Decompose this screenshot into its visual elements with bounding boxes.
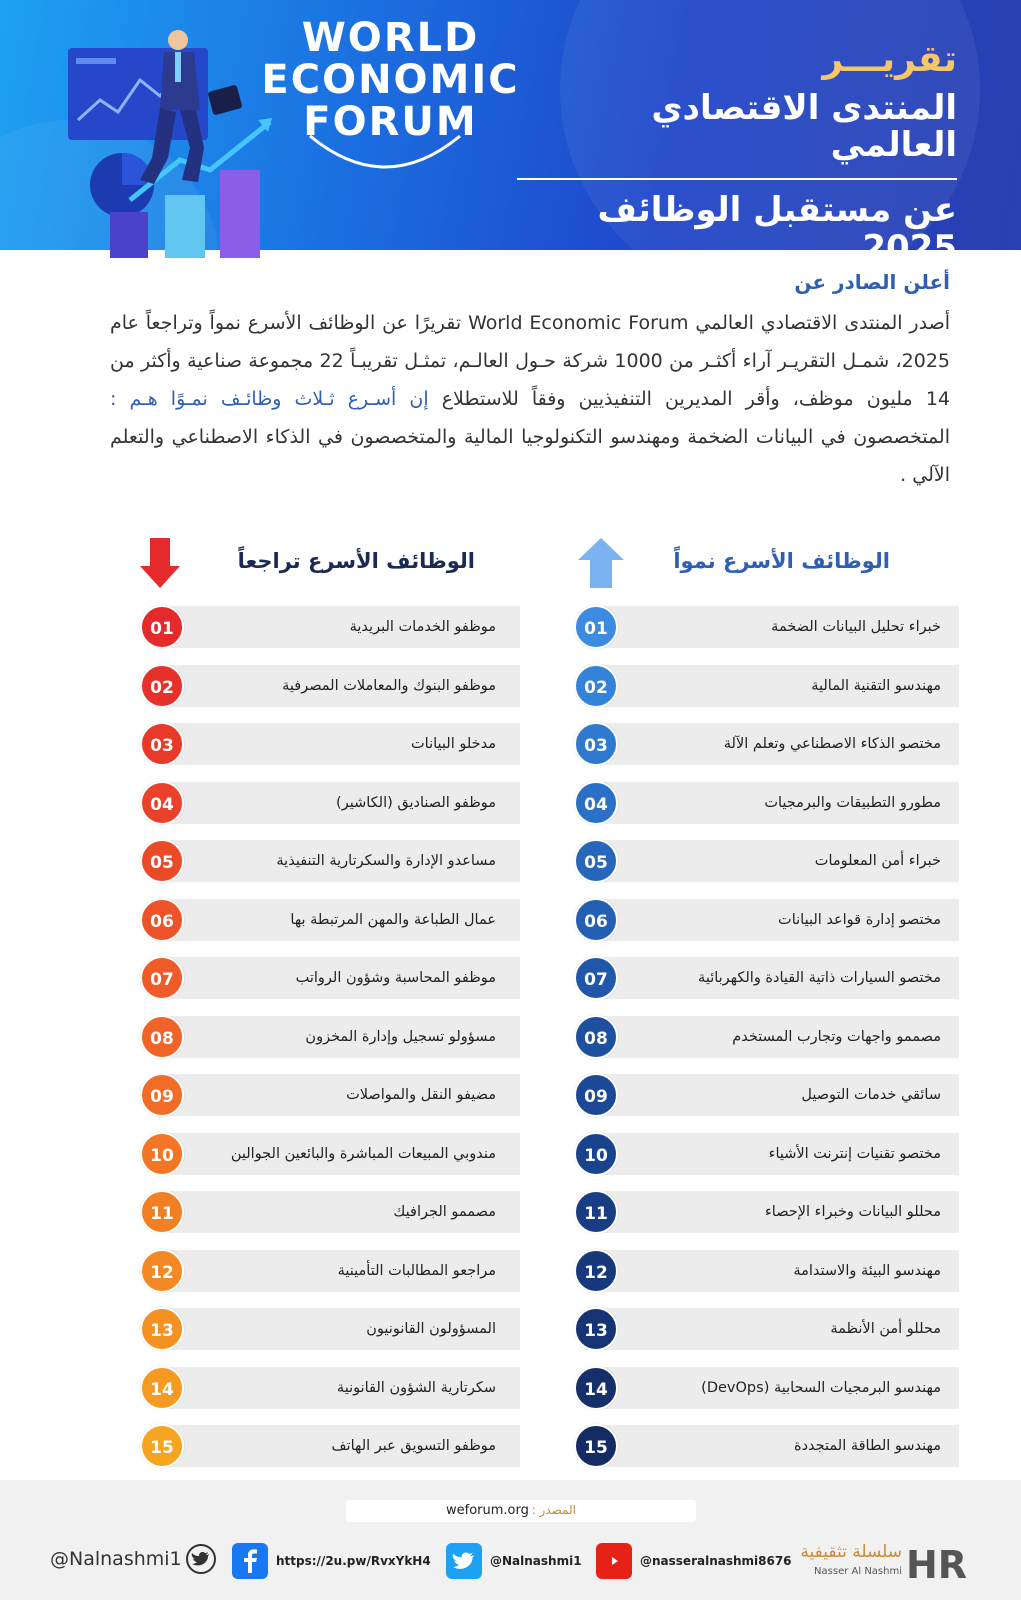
- declining-rank-badge: 02: [140, 664, 184, 708]
- declining-job-label: موظفو الخدمات البريدية: [349, 619, 496, 635]
- declining-job-label: موظفو التسويق عبر الهاتف: [331, 1438, 496, 1454]
- intro-section: [110, 270, 950, 494]
- declining-job-row: [140, 606, 525, 648]
- growing-job-bar: [596, 1367, 959, 1409]
- growing-rank-badge: 12: [574, 1249, 618, 1293]
- growing-rank-badge: 14: [574, 1366, 618, 1410]
- declining-rank-badge: 09: [140, 1073, 184, 1117]
- declining-job-bar: [162, 1367, 520, 1409]
- intro-paragraph: [110, 304, 950, 494]
- declining-job-row: [140, 1016, 525, 1058]
- growing-job-bar: [596, 899, 959, 941]
- intro-heading: أعلن الصادر عن: [794, 270, 950, 294]
- youtube-link[interactable]: [596, 1540, 792, 1582]
- intro-text-start: أصدر المنتدى الاقتصادي العالمي World Economic Forum تقريرًا عن الوظائف الأسرع نمواً وتراجعاً عام 2025، شمـل التقريـر آراء أكثـر من 1000 شركة حـول العالـم، تمثـل تقريبـاً 22 مجموعة صناعية وأكثر من 14 مليون موظف، وأقر المديرين التنفيذيين وفقاً للاستطلاع: [110, 312, 950, 410]
- growing-rank-badge: 08: [574, 1015, 618, 1059]
- declining-rank-badge: 01: [140, 605, 184, 649]
- growing-job-row: [574, 1074, 959, 1116]
- growing-job-row: [574, 606, 959, 648]
- declining-rank-badge: 14: [140, 1366, 184, 1410]
- growing-job-row: [574, 1133, 959, 1175]
- brand-arabic: سلسلة تثقيفية: [800, 1542, 902, 1562]
- declining-job-bar: [162, 840, 520, 882]
- header-banner: [0, 0, 1021, 268]
- growing-rank-badge: 01: [574, 605, 618, 649]
- declining-rank-badge: 04: [140, 781, 184, 825]
- growing-job-label: سائقي خدمات التوصيل: [801, 1087, 941, 1103]
- growing-rank-badge: 10: [574, 1132, 618, 1176]
- youtube-link-text: @nasseralnashmi8676: [640, 1554, 792, 1568]
- declining-job-bar: [162, 1191, 520, 1233]
- youtube-icon: [596, 1543, 632, 1579]
- declining-job-label: مضيفو النقل والمواصلات: [346, 1087, 496, 1103]
- growing-job-row: [574, 1191, 959, 1233]
- growing-job-label: مهندسو التقنية المالية: [811, 677, 941, 694]
- growing-job-label: مختصو السيارات ذاتية القيادة والكهربائية: [698, 970, 941, 986]
- growing-job-row: [574, 1367, 959, 1409]
- growing-job-bar: [596, 1016, 959, 1058]
- growing-job-row: [574, 840, 959, 882]
- declining-rank-badge: 11: [140, 1190, 184, 1234]
- growing-job-label: مهندسو البيئة والاستدامة: [793, 1262, 941, 1279]
- declining-heading: الوظائف الأسرع تراجعاً: [237, 549, 475, 573]
- growing-job-bar: [596, 1074, 959, 1116]
- growing-job-label: خبراء أمن المعلومات: [814, 853, 941, 869]
- logo-line-3: FORUM: [303, 99, 478, 145]
- page-subtitle: عن مستقبل الوظائف 2025: [597, 190, 957, 268]
- growing-job-bar: [596, 606, 959, 648]
- intro-text-end: المتخصصون في البيانات الضخمة ومهندسو التكنولوجيا المالية والمتخصصون في الذكاء الاصطناعي والتعلم الآلي .: [110, 426, 950, 486]
- intro-highlight: إن أسـرع ثـلاث وظائـف نمـوًا هـم :: [110, 388, 429, 410]
- growing-rank-badge: 02: [574, 664, 618, 708]
- growing-job-row: [574, 957, 959, 999]
- declining-job-row: [140, 1250, 525, 1292]
- bar-2: [165, 195, 205, 258]
- declining-job-bar: [162, 723, 520, 765]
- svg-text:HR: HR: [906, 1543, 968, 1587]
- growing-job-bar: [596, 723, 959, 765]
- declining-job-bar: [162, 606, 520, 648]
- page-title: المنتدى الاقتصادي العالمي: [651, 87, 957, 165]
- twitter-link[interactable]: [446, 1540, 582, 1582]
- declining-rank-badge: 10: [140, 1132, 184, 1176]
- declining-job-label: موظفو الصناديق (الكاشير): [336, 794, 496, 811]
- twitter-icon: [446, 1543, 482, 1579]
- declining-job-bar: [162, 899, 520, 941]
- declining-job-bar: [162, 1016, 520, 1058]
- declining-job-bar: [162, 1250, 520, 1292]
- declining-heading-area: [140, 535, 480, 585]
- declining-rank-badge: 12: [140, 1249, 184, 1293]
- growing-job-bar: [596, 1191, 959, 1233]
- growing-job-label: مختصو تقنيات إنترنت الأشياء: [768, 1145, 941, 1162]
- brand-english: Nasser Al Nashmi: [814, 1566, 902, 1577]
- growing-job-row: [574, 1016, 959, 1058]
- wef-logo-arc: [300, 128, 470, 178]
- growing-rank-badge: 06: [574, 898, 618, 942]
- growing-rank-badge: 04: [574, 781, 618, 825]
- twitter-handle-left[interactable]: [50, 1544, 216, 1574]
- growing-job-row: [574, 665, 959, 707]
- declining-job-row: [140, 1425, 525, 1467]
- declining-rank-badge: 07: [140, 956, 184, 1000]
- growing-rank-badge: 13: [574, 1307, 618, 1351]
- declining-job-label: مدخلو البيانات: [411, 736, 496, 752]
- growth-illustration: [60, 30, 280, 250]
- declining-job-bar: [162, 1133, 520, 1175]
- declining-job-label: مصممو الجرافيك: [393, 1204, 496, 1220]
- declining-job-row: [140, 665, 525, 707]
- declining-job-bar: [162, 665, 520, 707]
- person-tie: [175, 52, 181, 82]
- growing-job-row: [574, 1308, 959, 1350]
- left-handle-text: @Nalnashmi1: [50, 1548, 182, 1570]
- growing-job-bar: [596, 1133, 959, 1175]
- person-head: [168, 30, 188, 50]
- source-box: [346, 1500, 696, 1522]
- title-kicker: تقريـــر: [822, 39, 957, 80]
- growing-job-bar: [596, 1308, 959, 1350]
- growing-job-label: محللو أمن الأنظمة: [830, 1321, 941, 1337]
- growing-jobs-list: [574, 606, 959, 1484]
- declining-job-label: سكرتارية الشؤون القانونية: [336, 1379, 496, 1396]
- growing-heading-area: [575, 535, 905, 585]
- growing-job-label: مختصو الذكاء الاصطناعي وتعلم الآلة: [723, 736, 941, 752]
- growing-job-label: مختصو إدارة قواعد البيانات: [778, 911, 941, 928]
- growing-rank-badge: 07: [574, 956, 618, 1000]
- growing-job-row: [574, 1425, 959, 1467]
- declining-job-bar: [162, 1425, 520, 1467]
- declining-job-row: [140, 899, 525, 941]
- briefcase: [207, 85, 242, 116]
- growing-rank-badge: 09: [574, 1073, 618, 1117]
- declining-job-label: مسؤولو تسجيل وإدارة المخزون: [305, 1028, 496, 1045]
- facebook-link[interactable]: [232, 1540, 431, 1582]
- growing-job-bar: [596, 1250, 959, 1292]
- declining-job-label: مساعدو الإدارة والسكرتارية التنفيذية: [276, 853, 496, 869]
- growing-job-row: [574, 782, 959, 824]
- footer: [0, 1480, 1021, 1600]
- declining-job-bar: [162, 1308, 520, 1350]
- growing-job-row: [574, 1250, 959, 1292]
- declining-job-label: عمال الطباعة والمهن المرتبطة بها: [290, 911, 496, 928]
- growing-job-bar: [596, 1425, 959, 1467]
- declining-rank-badge: 13: [140, 1307, 184, 1351]
- growing-job-bar: [596, 782, 959, 824]
- declining-job-row: [140, 1074, 525, 1116]
- declining-rank-badge: 08: [140, 1015, 184, 1059]
- growing-job-bar: [596, 665, 959, 707]
- facebook-link-text: https://2u.pw/RvxYkH4: [276, 1554, 431, 1568]
- title-block: [517, 40, 957, 267]
- declining-job-row: [140, 1133, 525, 1175]
- hr-logo-icon: [904, 1540, 968, 1587]
- declining-job-bar: [162, 782, 520, 824]
- source-value[interactable]: weforum.org: [446, 1503, 529, 1518]
- facebook-icon: [232, 1543, 268, 1579]
- declining-job-row: [140, 1367, 525, 1409]
- growing-job-label: مهندسو الطاقة المتجددة: [794, 1438, 941, 1454]
- declining-rank-badge: 15: [140, 1424, 184, 1468]
- declining-job-row: [140, 840, 525, 882]
- declining-job-label: مراجعو المطالبات التأمينية: [337, 1262, 496, 1279]
- declining-job-bar: [162, 1074, 520, 1116]
- growing-job-label: خبراء تحليل البيانات الضخمة: [771, 619, 941, 635]
- growing-job-label: محللو البيانات وخبراء الإحصاء: [764, 1204, 941, 1220]
- declining-job-label: المسؤولون القانونيون: [366, 1321, 496, 1337]
- declining-job-row: [140, 1191, 525, 1233]
- logo-line-1: WORLD: [301, 15, 480, 61]
- declining-job-row: [140, 957, 525, 999]
- declining-job-label: مندوبي المبيعات المباشرة والبائعين الجوالين: [230, 1145, 496, 1162]
- growing-heading: الوظائف الأسرع نمواً: [673, 549, 890, 573]
- growing-rank-badge: 15: [574, 1424, 618, 1468]
- growing-job-row: [574, 723, 959, 765]
- logo-line-2: ECONOMIC: [261, 57, 520, 103]
- growing-job-bar: [596, 957, 959, 999]
- declining-rank-badge: 05: [140, 839, 184, 883]
- twitter-bird-icon: [186, 1544, 216, 1574]
- declining-jobs-list: [140, 606, 525, 1484]
- bar-3: [220, 170, 260, 258]
- growing-job-label: مصممو واجهات وتجارب المستخدم: [732, 1028, 941, 1045]
- declining-job-bar: [162, 957, 520, 999]
- growing-job-label: مطورو التطبيقات والبرمجيات: [764, 794, 941, 811]
- source-label: المصدر :: [531, 1503, 576, 1517]
- growing-job-label: مهندسو البرمجيات السحابية (DevOps): [701, 1379, 941, 1396]
- growing-rank-badge: 03: [574, 722, 618, 766]
- declining-rank-badge: 06: [140, 898, 184, 942]
- growing-rank-badge: 05: [574, 839, 618, 883]
- growing-job-bar: [596, 840, 959, 882]
- growing-job-row: [574, 899, 959, 941]
- growing-rank-badge: 11: [574, 1190, 618, 1234]
- title-divider: [517, 178, 957, 180]
- screen-line: [76, 58, 116, 64]
- brand-logo: [800, 1538, 968, 1588]
- declining-job-row: [140, 1308, 525, 1350]
- twitter-link-text: @Nalnashmi1: [490, 1554, 582, 1568]
- declining-job-row: [140, 723, 525, 765]
- declining-job-row: [140, 782, 525, 824]
- declining-rank-badge: 03: [140, 722, 184, 766]
- bar-1: [110, 212, 148, 258]
- declining-job-label: موظفو المحاسبة وشؤون الرواتب: [295, 970, 496, 986]
- declining-job-label: موظفو البنوك والمعاملات المصرفية: [282, 677, 496, 694]
